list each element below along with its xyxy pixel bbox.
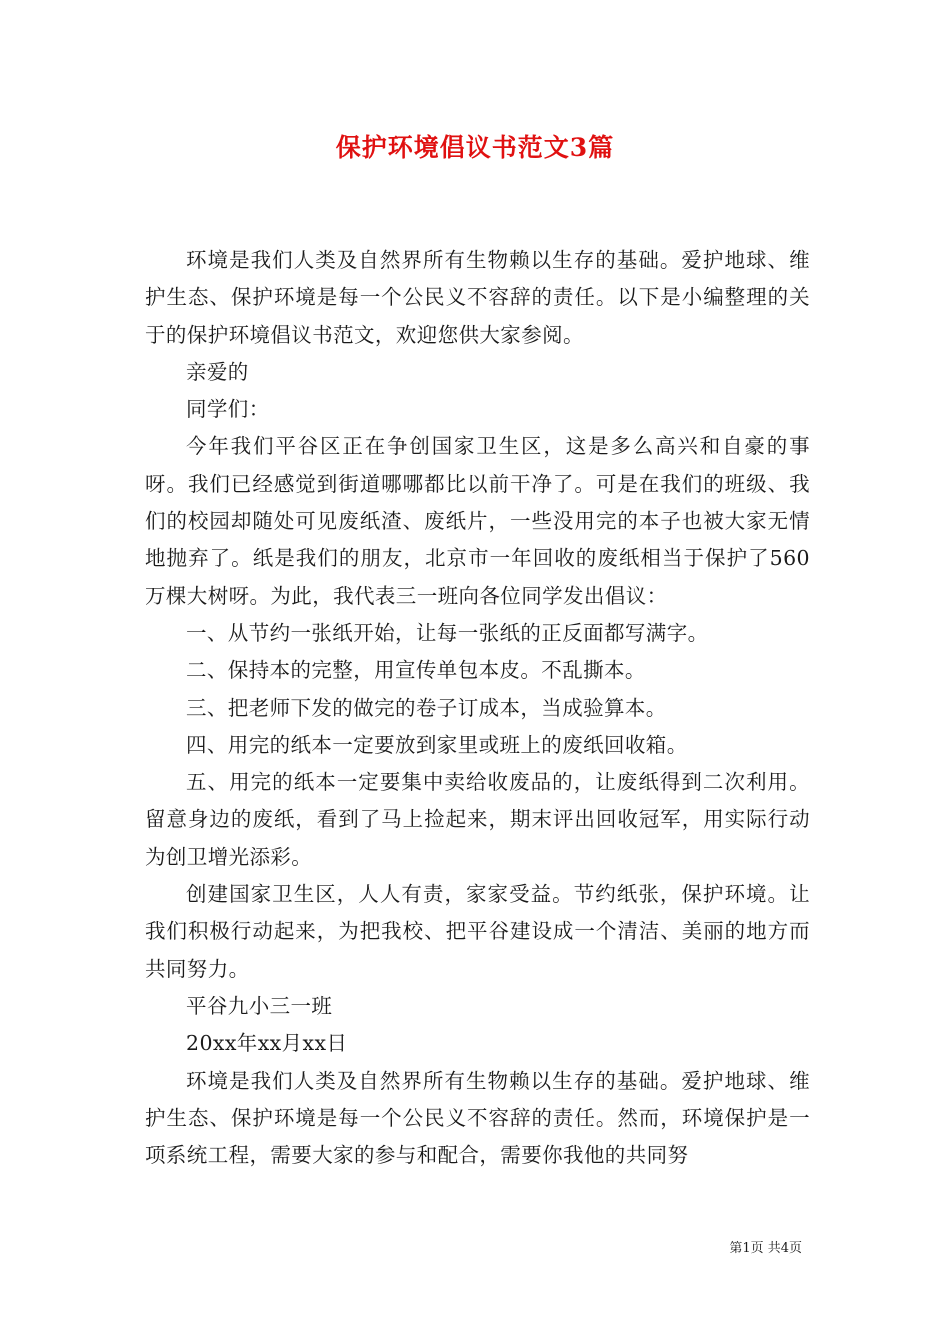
paragraph-background: 今年我们平谷区正在争创国家卫生区，这是多么高兴和自豪的事呀。我们已经感觉到街道哪哪都比以前干净了。可是在我们的班级、我们的校园却随处可见废纸渣、废纸片，一些没用完的本子也被大家无情地抛弃了。纸是我们的朋友，北京市一年回收的废纸相当于保护了560万棵大树呀。为此，我代表三一班向各位同学发出倡议： bbox=[145, 434, 810, 608]
proposal-item-5: 五、用完的纸本一定要集中卖给收废品的，让废纸得到二次利用。留意身边的废纸，看到了马上捡起来，期末评出回收冠军，用实际行动为创卫增光添彩。 bbox=[145, 770, 810, 869]
paragraph-closing: 创建国家卫生区，人人有责，家家受益。节约纸张，保护环境。让我们积极行动起来，为把我校、把平谷建设成一个清洁、美丽的地方而共同努力。 bbox=[145, 882, 810, 981]
signature: 平谷九小三一班 bbox=[186, 993, 333, 1018]
proposal-item-1: 一、从节约一张纸开始，让每一张纸的正反面都写满字。 bbox=[186, 620, 709, 645]
proposal-item-3: 三、把老师下发的做完的卷子订成本，当成验算本。 bbox=[186, 695, 667, 720]
page-number: 第1页 共4页 bbox=[729, 1241, 802, 1256]
proposal-item-4: 四、用完的纸本一定要放到家里或班上的废纸回收箱。 bbox=[186, 732, 688, 757]
paragraph-addressee: 同学们： bbox=[186, 397, 270, 422]
document-body bbox=[145, 242, 810, 1174]
paragraph-salutation: 亲爱的 bbox=[186, 359, 249, 384]
document-title: 保护环境倡议书范文3篇 bbox=[335, 133, 615, 162]
paragraph-second-letter: 环境是我们人类及自然界所有生物赖以生存的基础。爱护地球、维护生态、保护环境是每一个公民义不容辞的责任。然而，环境保护是一项系统工程，需要大家的参与和配合，需要你我他的共同努 bbox=[145, 1068, 810, 1168]
proposal-item-2: 二、保持本的完整，用宣传单包本皮。不乱撕本。 bbox=[186, 658, 646, 683]
date: 20xx年xx月xx日 bbox=[186, 1031, 348, 1056]
paragraph-intro: 环境是我们人类及自然界所有生物赖以生存的基础。爱护地球、维护生态、保护环境是每一个公民义不容辞的责任。以下是小编整理的关于的保护环境倡议书范文，欢迎您供大家参阅。 bbox=[145, 248, 810, 347]
